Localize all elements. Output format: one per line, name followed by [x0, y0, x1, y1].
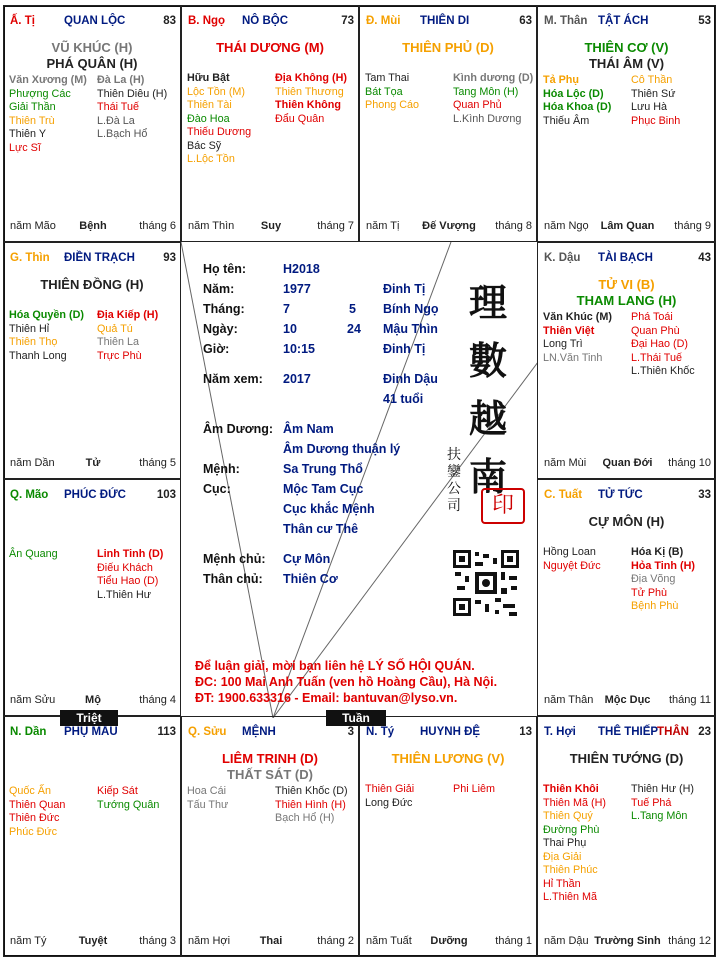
palace-stem: K. Dậu: [544, 252, 581, 264]
tuan-badge: Tuần: [326, 710, 386, 726]
star-item: Cô Thần: [631, 74, 673, 86]
star-item: Hỉ Thần: [543, 877, 581, 890]
palace-house: ĐIỀN TRẠCH: [64, 252, 135, 264]
cuc-label: Cục:: [203, 482, 231, 496]
star-item: Thiên Mã (H): [543, 796, 606, 809]
palace-year: năm Dậu: [544, 935, 589, 947]
day-value-b: 24: [347, 322, 361, 336]
star-item: Phục Binh: [631, 114, 681, 127]
palace-thien-di[interactable]: [359, 5, 537, 242]
palace-footer: [544, 220, 711, 234]
star-item: Quan Phủ: [453, 99, 502, 111]
left-stars: [543, 311, 612, 365]
star-item: Thiên Diêu (H): [97, 87, 168, 100]
star-item: Phong Cáo: [365, 99, 420, 111]
main-star: CỰ MÔN (H): [588, 514, 665, 529]
month-label: Tháng:: [203, 302, 245, 316]
palace-phase: Trường Sinh: [594, 935, 661, 947]
star-item: Tam Thai: [365, 72, 410, 84]
left-stars: [9, 785, 65, 839]
star-item: Tiểu Hao (D): [97, 575, 159, 587]
day-value: 10: [283, 322, 297, 336]
star-item: Lộc Tồn (M): [187, 85, 246, 98]
right-stars: [97, 548, 163, 602]
palace-tai-bach[interactable]: [537, 242, 716, 479]
main-star: THÁI ÂM (V): [588, 56, 665, 71]
palace-year: năm Thìn: [188, 220, 235, 232]
view-year-ganzhi: Đinh Dậu: [383, 372, 438, 386]
star-item: Tướng Quân: [97, 798, 160, 811]
main-star: LIÊM TRINH (D): [221, 751, 319, 766]
palace-stem: Q. Mão: [10, 489, 49, 501]
main-star: THẤT SÁT (D): [227, 767, 313, 782]
palace-year: năm Hợi: [188, 935, 231, 947]
palace-number: 13: [519, 726, 532, 738]
palace-phase: Bệnh: [79, 220, 107, 232]
palace-huynh-de[interactable]: [359, 716, 537, 957]
palace-no-boc[interactable]: [181, 5, 359, 242]
menh-label: Mệnh:: [203, 462, 240, 476]
star-item: Thiếu Dương: [187, 126, 252, 138]
star-item: L.Lộc Tồn: [187, 153, 235, 165]
right-stars: [97, 785, 159, 812]
palace-footer: [366, 220, 532, 234]
star-item: Thiên Y: [9, 128, 47, 140]
palace-than-marker: THÂN: [657, 726, 689, 738]
palace-month: tháng 3: [139, 935, 176, 947]
palace-stem: B. Ngọ: [188, 15, 226, 27]
star-item: L.Kình Dương: [453, 112, 522, 125]
palace-footer: [10, 457, 176, 471]
star-item: Phi Liêm: [453, 783, 496, 795]
star-item: Bác Sỹ: [187, 139, 222, 152]
palace-stem: N. Tý: [366, 726, 395, 738]
star-item: Thiên Phúc: [543, 864, 598, 876]
star-item: Lưu Hà: [631, 101, 668, 113]
year-label: Năm:: [203, 282, 235, 296]
star-item: Văn Xương (M): [9, 74, 87, 86]
palace-number: 93: [163, 252, 176, 264]
palace-month: tháng 9: [674, 220, 711, 232]
main-star: THIÊN LƯƠNG (V): [391, 751, 505, 766]
amduong-label: Âm Dương:: [203, 422, 274, 436]
palace-year: năm Tuất: [366, 935, 412, 947]
star-item: Bát Tọa: [365, 85, 403, 98]
palace-header: [188, 15, 354, 29]
palace-phuc-duc[interactable]: [3, 479, 181, 716]
star-item: Thiên Khốc (D): [275, 785, 348, 797]
palace-month: tháng 6: [139, 220, 176, 232]
star-item: Điếu Khách: [97, 561, 153, 574]
view-year-label: Năm xem:: [203, 372, 263, 386]
star-item: Tử Phù: [631, 586, 668, 599]
palace-month: tháng 11: [668, 694, 711, 706]
menh-chu-value: Cự Môn: [283, 552, 331, 566]
star-item: Thiên Hỉ: [9, 322, 50, 335]
star-item: Tấu Thư: [187, 798, 229, 811]
palace-header: [544, 489, 711, 503]
star-item: Thai Phụ: [543, 837, 587, 849]
palace-footer: [188, 220, 354, 234]
palace-header: [544, 252, 711, 266]
hour-value: 10:15: [283, 342, 315, 356]
star-item: Thiên Hình (H): [275, 798, 346, 811]
main-star: THIÊN TƯỚNG (D): [569, 751, 684, 766]
center-info-panel: [181, 242, 538, 718]
left-stars: [187, 785, 228, 812]
star-item: Hồng Loan: [543, 546, 596, 558]
palace-house: PHỤ MẪU: [64, 726, 118, 738]
left-stars: [365, 72, 419, 113]
palace-house: TỬ TỨC: [598, 489, 643, 501]
star-item: Quả Tú: [97, 322, 133, 335]
palace-tat-ach[interactable]: [537, 5, 716, 242]
star-item: Thiên Không: [275, 99, 341, 111]
cuc-value-3: Thân cư Thê: [283, 522, 359, 536]
calligraphy-char-4: 南: [469, 454, 508, 499]
month-value: 7: [283, 302, 290, 316]
month-ganzhi: Bính Ngọ: [383, 302, 439, 316]
day-ganzhi: Mậu Thìn: [383, 322, 438, 336]
palace-number: 73: [341, 15, 354, 27]
main-star: THIÊN PHỦ (D): [402, 40, 494, 55]
than-chu-value: Thiên Cơ: [283, 572, 338, 586]
star-item: Linh Tinh (D): [97, 548, 164, 560]
star-item: L.Thiên Hư: [97, 588, 152, 601]
palace-footer: [366, 935, 532, 949]
star-item: L.Thái Tuế: [631, 351, 683, 364]
palace-year: năm Thân: [544, 694, 594, 706]
seal-small: 扶鑾公司: [447, 447, 461, 514]
star-item: Đà La (H): [97, 74, 145, 86]
star-item: Thiên Đức: [9, 812, 60, 824]
calligraphy-char-2: 數: [469, 338, 508, 383]
palace-house: THÊ THIẾP: [598, 726, 659, 738]
contact-line-1: Để luận giải, mời bạn liên hệ LÝ SỐ HỘI QUÁN.: [195, 659, 475, 673]
hour-label: Giờ:: [203, 342, 230, 356]
star-item: Hóa Khoa (D): [543, 101, 612, 113]
palace-number: 63: [519, 15, 532, 27]
red-seal: 印: [481, 488, 525, 524]
day-label: Ngày:: [203, 322, 238, 336]
star-item: Tuế Phá: [631, 796, 672, 809]
right-stars: [275, 785, 348, 826]
palace-year: năm Tị: [366, 220, 400, 232]
triet-badge: Triệt: [60, 710, 118, 726]
than-chu-label: Thân chủ:: [203, 572, 263, 586]
main-star: PHÁ QUÂN (H): [46, 56, 138, 71]
right-stars: [631, 311, 695, 379]
star-item: Nguyệt Đức: [543, 559, 601, 572]
palace-footer: [544, 935, 711, 949]
palace-stem: Đ. Mùi: [366, 15, 401, 27]
left-stars: [543, 546, 601, 573]
palace-phase: Suy: [260, 220, 282, 232]
left-stars: [543, 783, 606, 905]
palace-quan-loc[interactable]: [3, 5, 181, 242]
palace-month: tháng 12: [668, 935, 711, 947]
year-ganzhi: Đinh Tị: [383, 282, 426, 296]
palace-header: [10, 252, 176, 266]
calligraphy-char-1: 理: [469, 280, 508, 325]
cuc-value-2: Cục khắc Mệnh: [283, 502, 375, 516]
left-stars: [543, 74, 611, 128]
star-item: Hóa Quyền (D): [9, 309, 84, 321]
star-item: Địa Võng: [631, 573, 676, 585]
palace-year: năm Mão: [10, 220, 56, 232]
view-year-value: 2017: [283, 372, 311, 386]
star-item: L.Đà La: [97, 114, 135, 127]
star-item: Thái Tuế: [97, 101, 140, 113]
palace-house: THIÊN DI: [420, 15, 470, 27]
star-item: Tả Phụ: [543, 74, 579, 86]
star-item: Kình dương (D): [453, 72, 534, 84]
palace-stem: M. Thân: [544, 15, 588, 27]
left-stars: [365, 783, 414, 810]
star-item: Ân Quang: [9, 548, 58, 560]
right-stars: [631, 546, 695, 614]
palace-month: tháng 8: [495, 220, 532, 232]
month-value-b: 5: [349, 302, 356, 316]
qr-code-icon[interactable]: [451, 548, 521, 618]
palace-the-thiep[interactable]: [537, 716, 716, 957]
star-item: Hữu Bật: [187, 72, 230, 84]
palace-phase: Tử: [85, 457, 101, 469]
palace-header: [10, 726, 176, 740]
menh-value: Sa Trung Thổ: [283, 462, 363, 476]
right-stars: [97, 74, 167, 142]
palace-header: [10, 15, 176, 29]
palace-number: 3: [347, 726, 354, 738]
calligraphy-char-3: 越: [469, 396, 508, 441]
star-item: Đại Hao (D): [631, 338, 688, 350]
star-item: Thanh Long: [9, 349, 67, 362]
star-item: Đẩu Quân: [275, 112, 325, 125]
star-item: Địa Không (H): [275, 72, 347, 84]
palace-house: QUAN LỘC: [64, 15, 126, 27]
star-item: L.Thiên Khốc: [631, 365, 695, 377]
palace-phase: Đế Vượng: [422, 220, 476, 232]
palace-phase: Dưỡng: [430, 935, 468, 947]
right-stars: [631, 74, 680, 128]
star-item: Quan Phù: [631, 324, 680, 337]
main-star: THIÊN CƠ (V): [584, 40, 669, 55]
star-item: Thiên Thọ: [9, 336, 58, 348]
palace-house: MỆNH: [242, 726, 276, 738]
right-stars: [97, 309, 158, 363]
palace-year: năm Tý: [10, 935, 47, 947]
main-star: THIÊN ĐỒNG (H): [40, 277, 144, 292]
main-star: THAM LANG (H): [576, 293, 677, 308]
palace-phase: Thai: [259, 935, 283, 947]
star-item: Địa Kiếp (H): [97, 309, 159, 321]
palace-month: tháng 10: [668, 457, 711, 469]
star-item: Bệnh Phù: [631, 600, 679, 612]
palace-year: năm Ngọ: [544, 220, 589, 232]
star-item: Đào Hoa: [187, 112, 230, 125]
star-item: Thiên Quý: [543, 810, 593, 822]
star-item: L.Bạch Hổ: [97, 128, 148, 140]
star-item: L.Tang Môn: [631, 810, 688, 822]
contact-address: ĐC: 100 Mai Anh Tuấn (ven hồ Hoàng Cầu), Hà Nội.: [195, 675, 498, 689]
star-item: Thiên Quan: [9, 798, 66, 811]
cuc-value: Mộc Tam Cục: [283, 482, 364, 496]
palace-dien-trach[interactable]: [3, 242, 181, 479]
star-item: Thiên Việt: [543, 324, 595, 337]
palace-number: 33: [698, 489, 711, 501]
palace-house: HUYNH ĐỆ: [420, 726, 481, 738]
right-stars: [275, 72, 347, 126]
palace-footer: [544, 457, 711, 471]
right-stars: [631, 783, 694, 824]
palace-house: TÀI BẠCH: [598, 252, 653, 264]
palace-phase: Quan Đới: [602, 457, 653, 469]
palace-month: tháng 1: [495, 935, 532, 947]
left-stars: [187, 72, 251, 167]
amduong-value-2: Âm Dương thuận lý: [283, 442, 401, 456]
palace-year: năm Sửu: [10, 694, 56, 706]
star-item: Thiên Sứ: [631, 87, 676, 100]
palace-month: tháng 2: [317, 935, 354, 947]
star-item: Thiên Khôi: [543, 783, 599, 795]
star-item: Long Trì: [543, 338, 583, 350]
palace-phase: Tuyệt: [78, 935, 108, 947]
palace-number: 103: [156, 489, 176, 501]
star-item: Phúc Đức: [9, 825, 58, 838]
menh-chu-label: Mệnh chủ:: [203, 552, 266, 566]
star-item: Hóa Kị (B): [631, 546, 684, 558]
palace-footer: [10, 935, 176, 949]
star-item: Đường Phù: [543, 823, 600, 836]
star-item: Địa Giải: [543, 850, 582, 863]
star-item: Thiên Tài: [187, 99, 232, 111]
palace-stem: C. Tuất: [544, 489, 583, 501]
palace-house: PHÚC ĐỨC: [64, 489, 126, 501]
year-value: 1977: [283, 282, 311, 296]
name-value: H2018: [283, 262, 320, 276]
hour-ganzhi: Đinh Tị: [383, 342, 426, 356]
palace-header: [188, 726, 354, 740]
palace-header: [366, 726, 532, 740]
palace-house: TẬT ÁCH: [598, 15, 649, 27]
palace-footer: [544, 694, 711, 708]
star-item: Thiên Thương: [275, 85, 344, 98]
palace-footer: [10, 694, 176, 708]
palace-header: [10, 489, 176, 503]
star-item: Trực Phù: [97, 349, 142, 362]
star-item: Thiên La: [97, 336, 140, 348]
star-item: Thiếu Âm: [543, 114, 590, 127]
palace-phase: Mộ: [85, 694, 101, 706]
palace-stem: N. Dần: [10, 726, 47, 738]
left-stars: [9, 309, 84, 363]
star-item: Thiên Giải: [365, 783, 415, 795]
palace-year: năm Mùi: [544, 457, 587, 469]
palace-number: 43: [698, 252, 711, 264]
main-star: THÁI DƯƠNG (M): [216, 40, 324, 55]
palace-header: [366, 15, 532, 29]
age-value: 41 tuổi: [383, 392, 424, 406]
palace-menh[interactable]: [181, 716, 359, 957]
star-item: Hỏa Tinh (H): [631, 559, 695, 572]
star-item: Phượng Các: [9, 87, 71, 100]
palace-phu-mau[interactable]: [3, 716, 181, 957]
right-stars: [453, 783, 495, 797]
main-star: TỬ VI (B): [598, 277, 655, 292]
palace-number: 113: [157, 726, 176, 738]
palace-stem: Q. Sửu: [188, 726, 227, 738]
left-stars: [9, 548, 58, 562]
star-item: Thiên Trù: [9, 114, 55, 127]
palace-number: 23: [698, 726, 711, 738]
star-item: Long Đức: [365, 796, 413, 809]
palace-header: [544, 726, 711, 740]
palace-stem: T. Hợi: [544, 726, 576, 738]
palace-header: [544, 15, 711, 29]
star-item: Giải Thần: [9, 101, 56, 113]
amduong-value: Âm Nam: [283, 422, 334, 436]
palace-footer: [188, 935, 354, 949]
star-item: Lực Sĩ: [9, 141, 41, 154]
palace-tu-tuc[interactable]: [537, 479, 716, 716]
contact-phone-email[interactable]: ĐT: 1900.633316 - Email: bantuvan@lyso.vn.: [195, 691, 458, 705]
star-item: Tang Môn (H): [453, 85, 519, 98]
star-item: Thiên Hư (H): [631, 783, 695, 795]
star-item: Hoa Cái: [187, 785, 227, 797]
palace-stem: G. Thìn: [10, 252, 50, 264]
palace-stem: Ấ. Tị: [10, 15, 35, 27]
star-item: L.Thiên Mã: [543, 891, 598, 903]
star-item: Quốc Ấn: [9, 785, 52, 797]
palace-phase: Lâm Quan: [600, 220, 655, 232]
palace-house: NÔ BỘC: [242, 15, 288, 27]
star-item: Bạch Hổ (H): [275, 812, 335, 824]
star-item: Phá Toái: [631, 311, 673, 323]
name-label: Họ tên:: [203, 262, 247, 276]
main-star: VŨ KHÚC (H): [51, 40, 133, 55]
palace-month: tháng 7: [317, 220, 354, 232]
palace-year: năm Dần: [10, 457, 55, 469]
palace-month: tháng 4: [139, 694, 176, 706]
right-stars: [453, 72, 533, 126]
palace-number: 83: [163, 15, 176, 27]
palace-phase: Mộc Dục: [604, 694, 651, 706]
star-item: LN.Văn Tinh: [543, 351, 603, 364]
star-item: Văn Khúc (M): [543, 311, 612, 323]
star-item: Hóa Lộc (D): [543, 87, 604, 100]
palace-number: 53: [698, 15, 711, 27]
palace-month: tháng 5: [139, 457, 176, 469]
star-item: Kiếp Sát: [97, 785, 138, 797]
palace-footer: [10, 220, 176, 234]
left-stars: [9, 74, 87, 155]
